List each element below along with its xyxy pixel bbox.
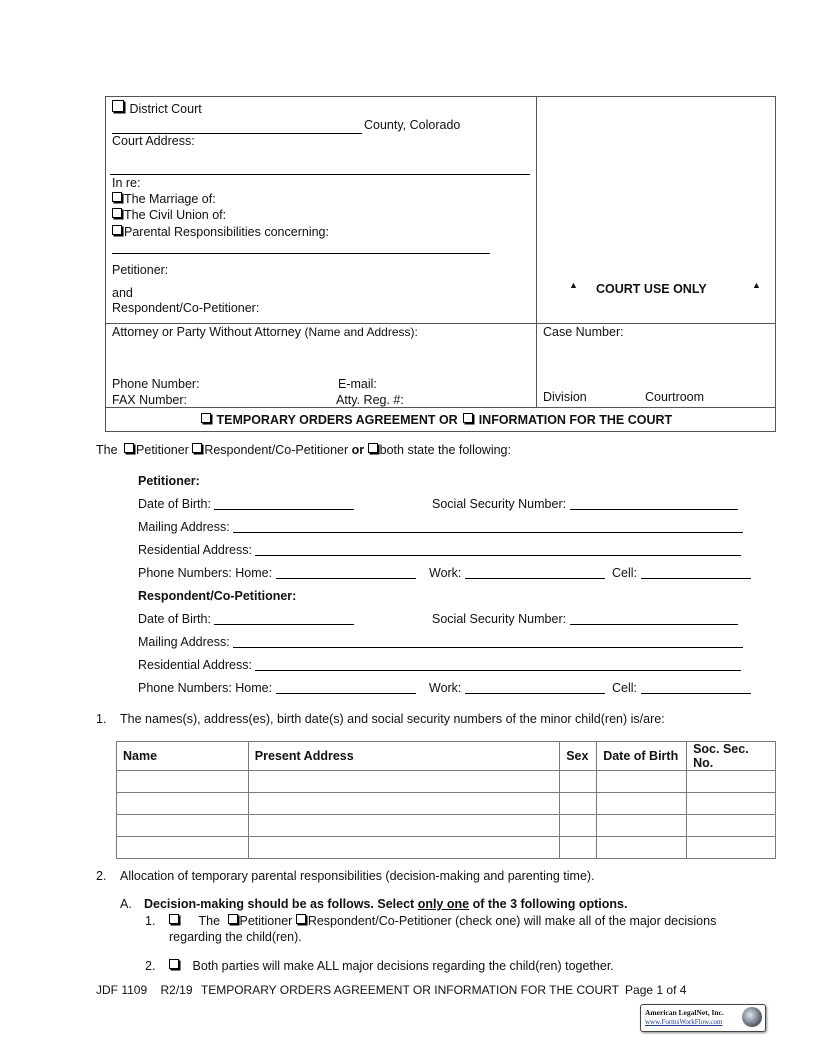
item2-number: 2. <box>96 869 107 883</box>
col-address: Present Address <box>248 742 559 771</box>
resp-mailing-label: Mailing Address: <box>138 635 230 649</box>
marriage-label: The Marriage of: <box>124 192 216 206</box>
parental-checkbox[interactable] <box>112 225 122 235</box>
opt1-the: The <box>198 914 221 928</box>
table-row <box>117 815 776 837</box>
caption-horizontal-divider <box>105 323 776 324</box>
court-address-blank[interactable] <box>110 174 530 175</box>
col-ssn: Soc. Sec. No. <box>687 742 776 771</box>
resp-ssn-label: Social Security Number: <box>432 612 567 626</box>
in-re-label: In re: <box>112 176 141 190</box>
state-both-checkbox[interactable] <box>368 443 378 453</box>
and-label: and <box>112 286 133 300</box>
table-cell[interactable] <box>560 837 597 859</box>
item2-a-underline: only one <box>417 897 470 911</box>
pet-home-field[interactable] <box>276 566 416 579</box>
caption-vertical-divider <box>536 96 537 408</box>
item2-text: Allocation of temporary parental responsibilities (decision-making and parenting time). <box>120 869 595 883</box>
table-cell[interactable] <box>248 771 559 793</box>
resp-dob-field[interactable] <box>214 612 354 625</box>
pet-residential-label: Residential Address: <box>138 543 252 557</box>
table-cell[interactable] <box>560 771 597 793</box>
opt1-respondent-label: Respondent/Co-Petitioner (check one) will make all of the major decisions <box>307 914 717 928</box>
respondent-caption-label: Respondent/Co-Petitioner: <box>112 301 260 315</box>
agreement-checkbox[interactable] <box>201 413 211 423</box>
state-the: The <box>96 443 118 457</box>
phone-label: Phone Number: <box>112 377 200 391</box>
resp-cell-label: Cell: <box>612 681 638 695</box>
county-label: County, Colorado <box>364 118 461 132</box>
state-petitioner-label: Petitioner <box>136 443 189 457</box>
pet-mailing-label: Mailing Address: <box>138 520 230 534</box>
col-dob: Date of Birth <box>597 742 687 771</box>
information-checkbox[interactable] <box>463 413 473 423</box>
atty-reg-label: Atty. Reg. #: <box>336 393 404 407</box>
table-cell[interactable] <box>560 793 597 815</box>
pet-ssn-field[interactable] <box>570 497 738 510</box>
pet-phone-label: Phone Numbers: Home: <box>138 566 273 580</box>
pet-dob-field[interactable] <box>214 497 354 510</box>
children-table <box>116 741 776 859</box>
table-cell[interactable] <box>560 815 597 837</box>
attorney-suffix: (Name and Address): <box>304 325 418 339</box>
table-row <box>117 771 776 793</box>
state-or: or <box>351 443 365 457</box>
opt2-text: Both parties will make ALL major decisions regarding the child(ren) together. <box>192 959 614 973</box>
col-name: Name <box>117 742 249 771</box>
resp-phone-label: Phone Numbers: Home: <box>138 681 273 695</box>
court-use-only-label: COURT USE ONLY <box>596 282 707 296</box>
table-cell[interactable] <box>248 793 559 815</box>
table-row <box>117 837 776 859</box>
arrow-up-right-icon: ▲ <box>752 280 761 290</box>
table-cell[interactable] <box>117 837 249 859</box>
footer-page: Page 1 of 4 <box>625 983 687 997</box>
fax-label: FAX Number: <box>112 393 188 407</box>
party-names-blank[interactable] <box>112 253 490 254</box>
opt2-number: 2. <box>145 959 156 973</box>
state-respondent-checkbox[interactable] <box>192 443 202 453</box>
opt1-continuation: regarding the child(ren). <box>169 930 302 944</box>
item2-a-label: A. <box>120 897 132 911</box>
state-petitioner-checkbox[interactable] <box>124 443 134 453</box>
courtroom-label: Courtroom <box>645 390 705 404</box>
table-cell[interactable] <box>687 793 776 815</box>
logo-url: www.FormsWorkFlow.com <box>645 1018 723 1026</box>
item2-a-text1: Decision-making should be as follows. Select <box>144 897 415 911</box>
pet-ssn-label: Social Security Number: <box>432 497 567 511</box>
item1-text: The names(s), address(es), birth date(s) and social security numbers of the minor child(ren) is/are: <box>120 712 665 726</box>
item2-a-text2: of the 3 following options. <box>472 897 628 911</box>
state-both-label: both state the following: <box>379 443 511 457</box>
resp-mailing-field[interactable] <box>233 635 743 648</box>
opt1-number: 1. <box>145 914 156 928</box>
civil-union-label: The Civil Union of: <box>124 208 227 222</box>
pet-residential-field[interactable] <box>255 543 741 556</box>
resp-work-label: Work: <box>429 681 462 695</box>
american-legalnet-logo <box>640 1004 766 1032</box>
resp-residential-label: Residential Address: <box>138 658 252 672</box>
attorney-label: Attorney or Party Without Attorney <box>112 325 301 339</box>
table-row <box>117 793 776 815</box>
marriage-checkbox[interactable] <box>112 192 122 202</box>
state-respondent-label: Respondent/Co-Petitioner <box>204 443 349 457</box>
col-sex: Sex <box>560 742 597 771</box>
pet-work-label: Work: <box>429 566 462 580</box>
district-court-label: District Court <box>129 102 202 116</box>
table-cell[interactable] <box>687 815 776 837</box>
resp-work-field[interactable] <box>465 681 605 694</box>
footer-revision: R2/19 <box>160 983 193 997</box>
court-address-label: Court Address: <box>112 134 195 148</box>
email-label: E-mail: <box>338 377 377 391</box>
logo-name: American LegalNet, Inc. <box>645 1008 724 1017</box>
resp-residential-field[interactable] <box>255 658 741 671</box>
pet-cell-label: Cell: <box>612 566 638 580</box>
table-cell[interactable] <box>248 815 559 837</box>
logo-globe-icon <box>742 1007 762 1027</box>
table-cell[interactable] <box>597 815 687 837</box>
petitioner-caption-label: Petitioner: <box>112 263 169 277</box>
title-row-divider <box>105 407 776 408</box>
table-cell[interactable] <box>687 771 776 793</box>
case-number-label: Case Number: <box>543 325 624 339</box>
footer-form-id: JDF 1109 <box>96 983 148 997</box>
pet-mailing-field[interactable] <box>233 520 743 533</box>
caption-box <box>105 96 776 432</box>
opt1-checkbox[interactable] <box>169 914 179 924</box>
respondent-heading: Respondent/Co-Petitioner: <box>138 589 297 603</box>
title-information: INFORMATION FOR THE COURT <box>478 413 673 427</box>
table-cell[interactable] <box>597 793 687 815</box>
opt2-checkbox[interactable] <box>169 959 179 969</box>
petitioner-heading: Petitioner: <box>138 474 200 488</box>
pet-dob-label: Date of Birth: <box>138 497 211 511</box>
table-cell[interactable] <box>597 771 687 793</box>
civil-union-checkbox[interactable] <box>112 208 122 218</box>
resp-home-field[interactable] <box>276 681 416 694</box>
table-cell[interactable] <box>248 837 559 859</box>
table-cell[interactable] <box>117 771 249 793</box>
resp-ssn-field[interactable] <box>570 612 738 625</box>
item1-number: 1. <box>96 712 107 726</box>
footer-title: TEMPORARY ORDERS AGREEMENT OR INFORMATION FOR THE COURT <box>200 983 619 997</box>
opt1-petitioner-label: Petitioner <box>239 914 293 928</box>
arrow-up-left-icon: ▲ <box>569 280 578 290</box>
table-cell[interactable] <box>117 815 249 837</box>
pet-cell-field[interactable] <box>641 566 751 579</box>
district-court-checkbox[interactable] <box>112 100 124 112</box>
opt1-petitioner-checkbox[interactable] <box>228 914 238 924</box>
table-cell[interactable] <box>117 793 249 815</box>
opt1-respondent-checkbox[interactable] <box>296 914 306 924</box>
division-label: Division <box>543 390 587 404</box>
resp-dob-label: Date of Birth: <box>138 612 211 626</box>
title-agreement: TEMPORARY ORDERS AGREEMENT OR <box>216 413 458 427</box>
pet-work-field[interactable] <box>465 566 605 579</box>
table-cell[interactable] <box>597 837 687 859</box>
table-cell[interactable] <box>687 837 776 859</box>
parental-label: Parental Responsibilities concerning: <box>124 225 329 239</box>
resp-cell-field[interactable] <box>641 681 751 694</box>
